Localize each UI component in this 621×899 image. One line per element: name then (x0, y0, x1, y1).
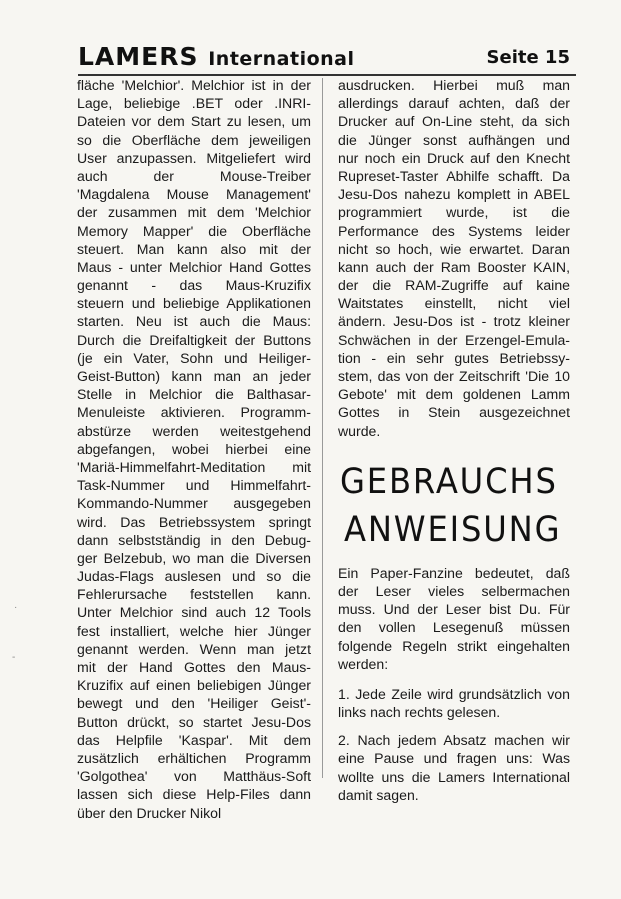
text-line: Maus - unter Melchior Hand Gottes (77, 258, 311, 275)
text-line: bewegt und den 'Heiliger Geist'- (77, 695, 311, 712)
text-line: folgende Regeln strikt eingehalten (338, 637, 570, 654)
scan-speck: - (12, 652, 16, 663)
text-line: Waitstates einstellt, nicht viel (338, 295, 570, 312)
scan-speck: · (14, 602, 18, 613)
text-line: ger Belzebub, wo man die Diversen (77, 549, 311, 566)
text-line: der zusammen mit dem 'Melchior (77, 204, 311, 221)
text-line: Rupreset-Taster Abhilfe schafft. Da (338, 167, 570, 184)
text-line: wollte uns die Lamers International (338, 768, 570, 785)
text-line: der die RAM-Zugriffe auf kaine (338, 277, 570, 294)
text-line: so die Oberfläche dem jeweiligen (77, 131, 311, 148)
text-line: stem, das von der Zeitschrift 'Die 10 (338, 368, 570, 384)
text-line: Unter Melchior sind auch 12 Tools (77, 604, 311, 621)
text-line: (je ein Vater, Sohn und Heiliger- (77, 349, 311, 366)
text-line: zusätzlich erhältichen Programm (77, 749, 311, 766)
text-line: allerdings darauf achten, daß der (338, 95, 570, 112)
text-line: wird. Das Betriebssystem springt (77, 513, 311, 530)
text-line: 'Mariä-Himmelfahrt-Meditation mit (77, 458, 311, 475)
right-column (338, 76, 570, 804)
text-line: lassen sich diese Help-Files dann (77, 786, 311, 803)
text-line: eine Pause und fragen uns: Was (338, 750, 570, 767)
text-line: Geist-Button) kann man an jeder (77, 368, 311, 384)
text-line: genannt werden. Wenn man jetzt (77, 640, 311, 657)
text-line: 'Magdalena Mouse Management' (77, 186, 311, 203)
text-line: Judas-Flags auslesen und so die (77, 568, 311, 585)
text-line: Stelle in Melchior die Balthasar- (77, 386, 311, 403)
text-line: mit der Hand Gottes den Maus- (77, 659, 311, 675)
text-line: Ein Paper-Fanzine bedeutet, daß (338, 564, 570, 581)
text-line: damit sagen. (338, 786, 419, 803)
text-line: User anzupassen. Mitgeliefert wird (77, 149, 311, 166)
text-line: fläche 'Melchior'. Melchior ist in der (77, 77, 311, 93)
intro-paragraph (338, 564, 570, 673)
column-divider (322, 78, 323, 778)
rule-1-paragraph (338, 685, 570, 721)
text-line: abgefangen, wobei hierbei eine (77, 440, 311, 457)
text-line: den vollen Lesegenuß müssen (338, 619, 570, 636)
text-line: starten. Neu ist auch die Maus: (77, 313, 311, 330)
text-line: Schwächen in der Erzengel-Emula- (338, 331, 570, 348)
text-line: genannt - das Maus-Kruzifix (77, 277, 311, 294)
stamp-heading-line-2: ANWEISUNG (344, 509, 562, 550)
text-line: nur noch ein Druck auf den Knecht (338, 149, 570, 166)
text-line: Kruzifix auf einen beliebigen Jünger (77, 677, 311, 694)
page-header (78, 42, 570, 72)
text-line: abstürze werden weitestgehend (77, 422, 311, 439)
text-line: Drucker auf On-Line steht, da sich (338, 113, 570, 130)
text-line: nicht so hoch, wie erwartet. Daran (338, 240, 570, 257)
text-line: Menuleiste aktivieren. Programm- (77, 404, 311, 421)
right-article-text (338, 76, 570, 440)
rule-2-paragraph (338, 731, 570, 804)
text-line: Durch die Dreifaltigkeit der Buttons (77, 331, 311, 348)
logo (78, 42, 355, 74)
text-line: 'Golgothea' von Matthäus-Soft (77, 768, 311, 785)
text-line: das Helpfile 'Kaspar'. Mit dem (77, 731, 311, 748)
left-column (77, 76, 311, 822)
text-line: dann selbstständig in den Debug- (77, 531, 311, 548)
text-line: kann auch der Ram Booster KAIN, (338, 258, 570, 275)
text-line: muss. Und der Leser bist Du. Für (338, 601, 570, 618)
logo-subtitle: International (208, 48, 355, 70)
text-line: Dateien vor dem Start zu lesen, um (77, 113, 311, 130)
text-line: Jesu-Dos nahezu komplett in ABEL (338, 186, 570, 203)
text-line: Fehlerursache feststellen kann. (77, 586, 311, 603)
text-line: Task-Nummer und Himmelfahrt- (77, 477, 311, 494)
logo-main: LAMERS (78, 42, 199, 71)
text-line: ändern. Jesu-Dos ist - trotz kleiner (338, 313, 570, 330)
page-number: Seite 15 (486, 47, 570, 68)
text-line: wurde. (338, 422, 381, 439)
text-line: links nach rechts gelesen. (338, 704, 501, 721)
text-line: Gebote' mit dem goldenen Lamm (338, 386, 570, 403)
text-line: der Leser vieles selbermachen (338, 582, 570, 599)
text-line: fest installiert, welche hier Jünger (77, 622, 311, 639)
text-line: Memory Mapper' die Oberfläche (77, 222, 311, 239)
text-line: 2. Nach jedem Absatz machen wir (338, 732, 570, 749)
text-line: steuert. Man kann also mit der (77, 240, 311, 257)
text-line: programmiert wurde, ist die (338, 204, 570, 221)
text-line: Lage, beliebige .BET oder .INRI- (77, 95, 311, 112)
text-line: Kommando-Nummer ausgegeben (77, 495, 311, 512)
text-line: über den Drucker Nikol (77, 804, 222, 821)
text-line: tion - ein sehr gutes Betriebssy- (338, 349, 570, 366)
text-line: steuern und beliebige Applikationen (77, 295, 311, 312)
text-line: werden: (338, 655, 389, 672)
text-line: Button drückt, so startet Jesu-Dos (77, 713, 311, 730)
stamp-heading-line-1: GEBRAUCHS (340, 461, 558, 502)
text-line: ausdrucken. Hierbei muß man (338, 77, 570, 93)
text-line: 1. Jede Zeile wird grundsätzlich von (338, 685, 570, 702)
text-line: Gottes in Stein ausgezeichnet (338, 404, 570, 421)
text-line: Performance des Systems leider (338, 222, 570, 239)
text-line: auch der Mouse-Treiber (77, 167, 311, 184)
text-line: die Jünger sonst aufhängen und (338, 131, 570, 148)
